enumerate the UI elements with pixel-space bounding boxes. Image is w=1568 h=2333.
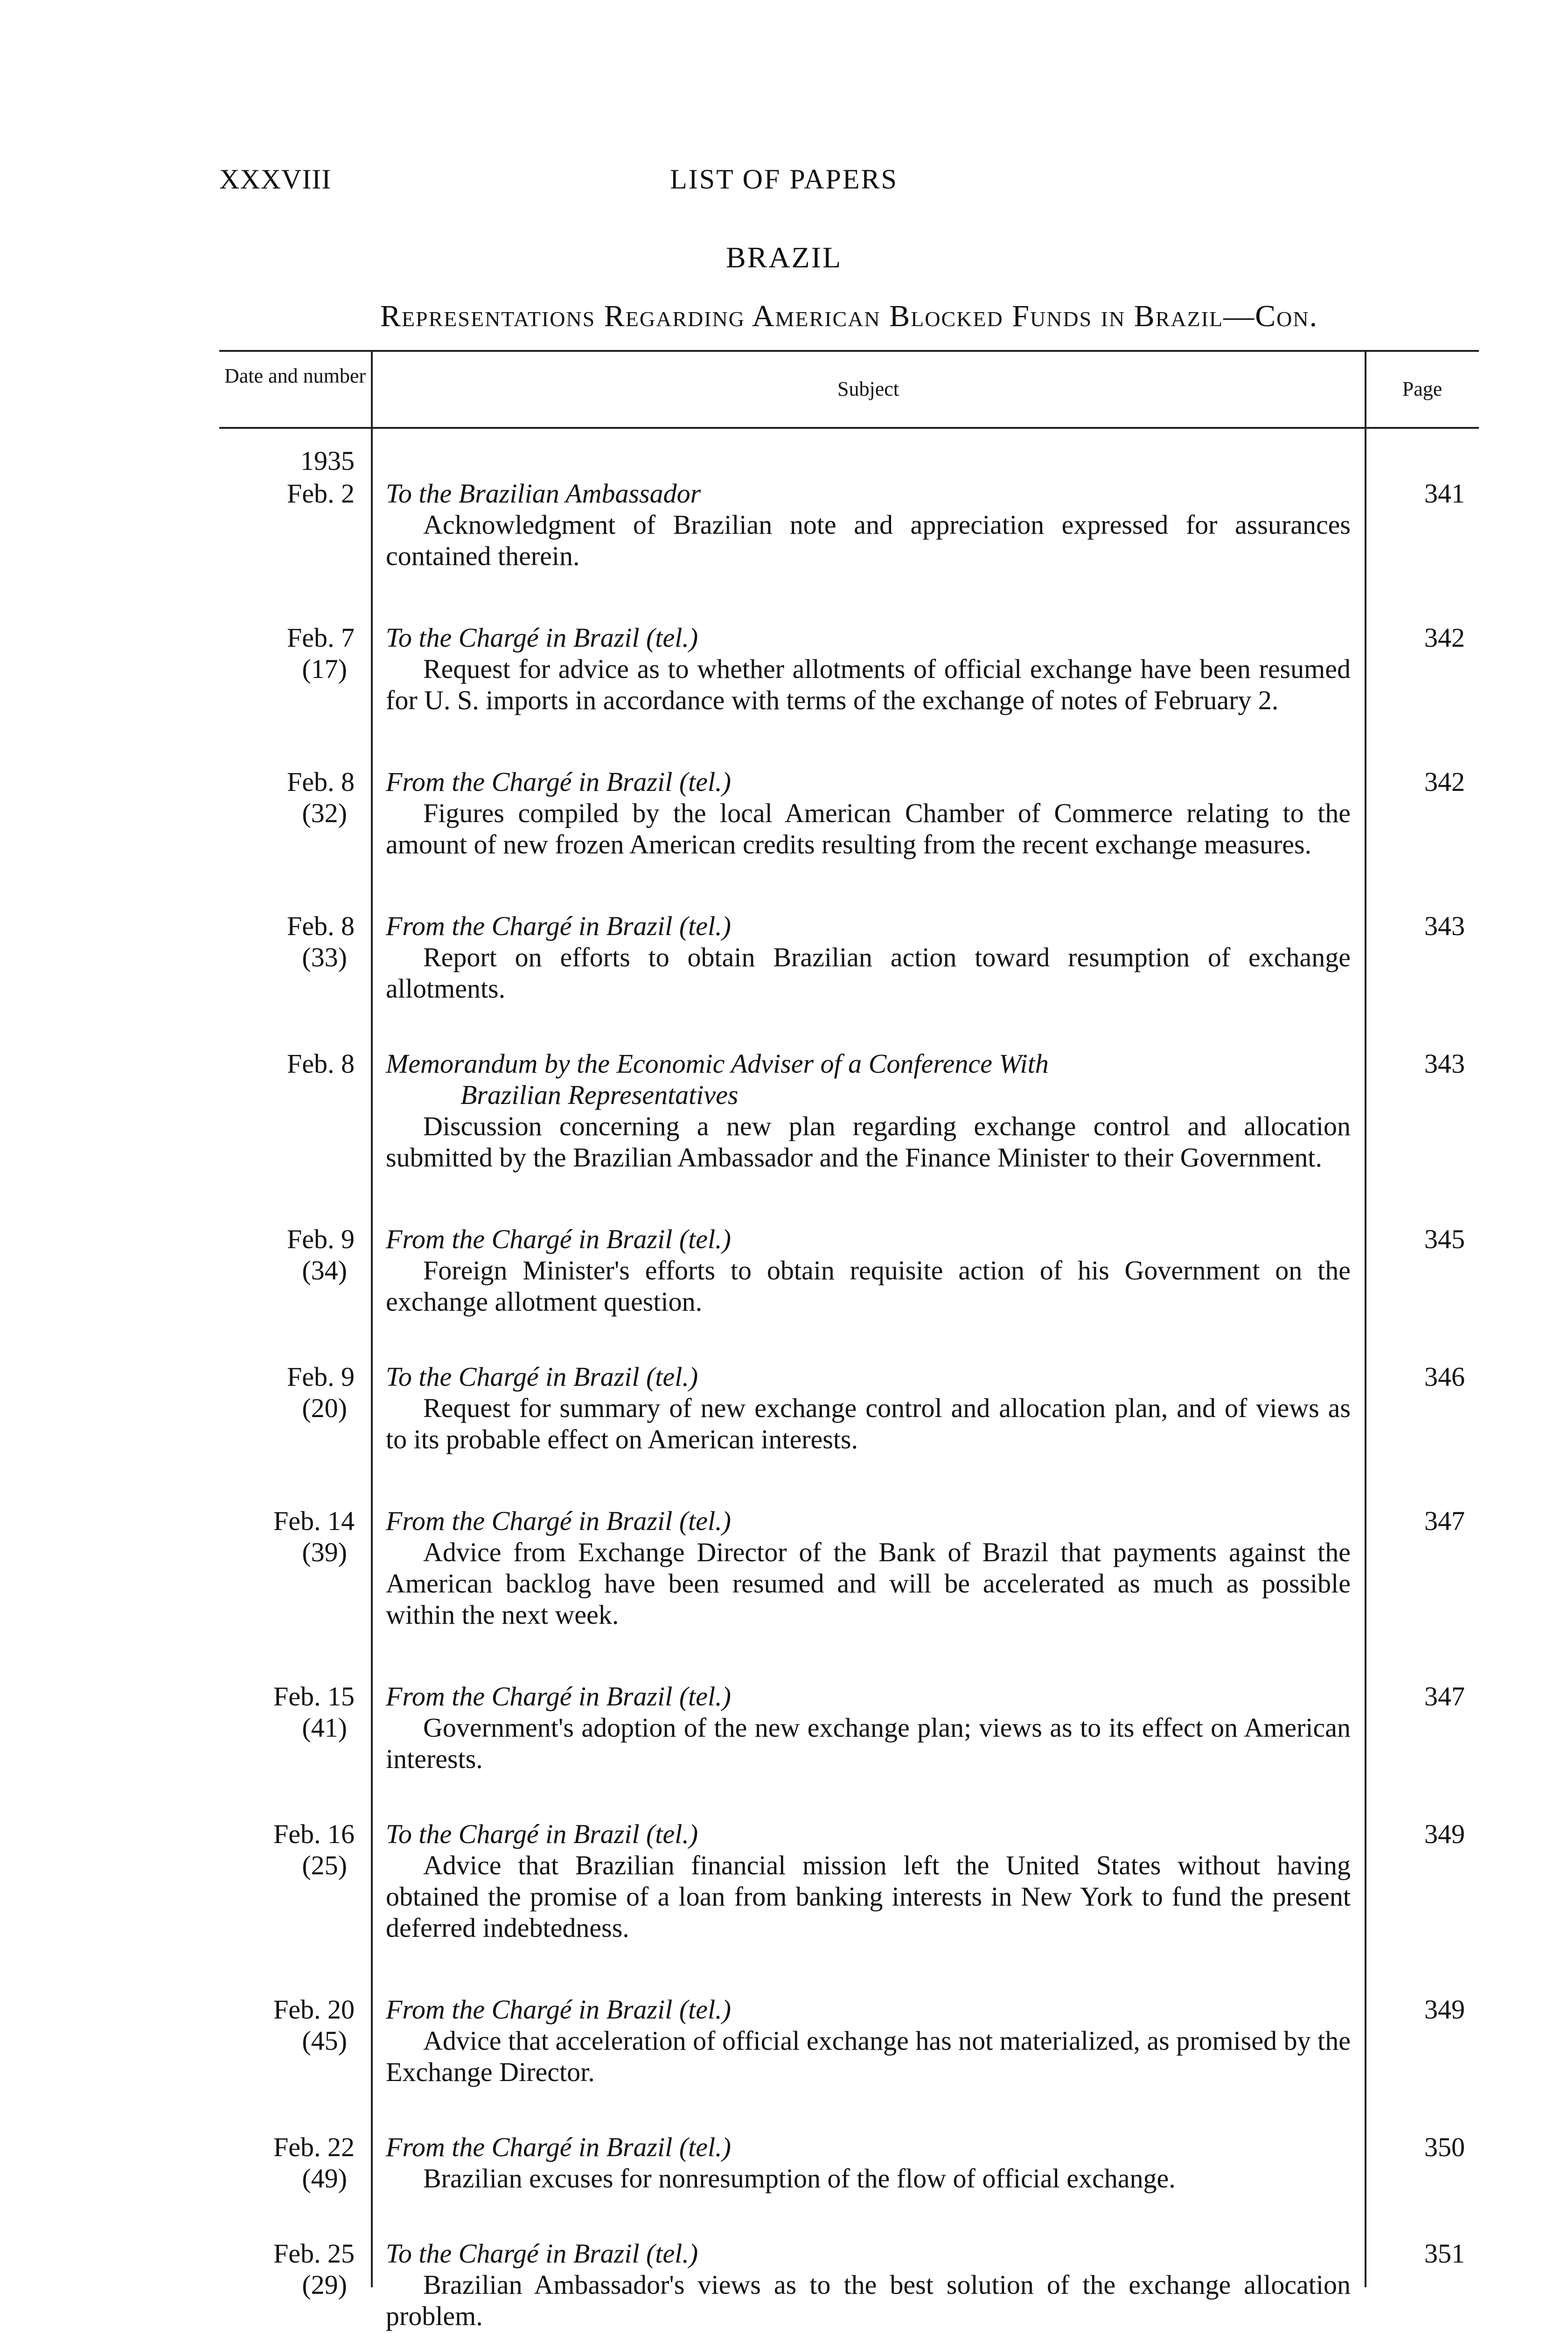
- entry-date: Feb. 8: [287, 1048, 355, 1079]
- entry-date: Feb. 20: [273, 1994, 355, 2025]
- entry-date: Feb. 7: [287, 622, 355, 653]
- table-row: [219, 622, 1479, 716]
- entry-date: Feb. 9: [287, 1362, 355, 1392]
- entry-page: 345: [1424, 1224, 1465, 1254]
- entry-date-cell: [219, 2238, 371, 2332]
- entry-date: Feb. 9: [287, 1224, 355, 1254]
- entry-date-cell: [219, 1994, 371, 2088]
- table-header-rule: [219, 427, 1479, 429]
- entry-date: Feb. 25: [273, 2238, 355, 2269]
- table-row: [219, 1505, 1479, 1630]
- entry-body: Request for summary of new exchange control and allocation plan, and of views as to its probable effect on American interests.: [386, 1393, 1351, 1454]
- entry-date-cell: [219, 910, 371, 1004]
- entry-page: 341: [1424, 478, 1465, 509]
- entry-page: 349: [1424, 1994, 1465, 2025]
- entry-page: 346: [1424, 1362, 1465, 1392]
- entry-heading: To the Chargé in Brazil (tel.): [386, 2238, 698, 2269]
- entry-date: Feb. 8: [287, 767, 355, 797]
- entry-date: Feb. 2: [287, 478, 355, 509]
- entry-date-cell: [219, 1223, 371, 1317]
- table-row: [219, 1681, 1479, 1774]
- entry-subject-cell: [371, 2238, 1351, 2332]
- entry-number: (33): [302, 942, 347, 972]
- entry-heading: From the Chargé in Brazil (tel.): [386, 1224, 731, 1254]
- section-title: Representations Regarding American Blocked Funds in Brazil—Con.: [380, 299, 1318, 333]
- entry-date-cell: [219, 1048, 371, 1173]
- table-row: [219, 766, 1479, 860]
- table-row: [219, 2131, 1479, 2194]
- entry-subject-cell: [371, 1994, 1351, 2088]
- entry-body: Request for advice as to whether allotments of official exchange have been resumed for U. S. imports in accordance with terms of the exchange of notes of February 2.: [386, 654, 1351, 715]
- table-row: [219, 1048, 1479, 1173]
- entry-subject-cell: [371, 1818, 1351, 1943]
- entry-number: (17): [302, 654, 347, 684]
- column-header-subject: Subject: [837, 377, 899, 400]
- entry-number: (41): [302, 1712, 347, 1743]
- entry-subject-cell: [371, 1223, 1351, 1317]
- entry-number: (29): [302, 2270, 347, 2300]
- entry-body: Discussion concerning a new plan regarding exchange control and allocation submitted by the Brazilian Ambassador and the Finance Minister to their Government.: [386, 1111, 1351, 1173]
- entry-body: Acknowledgment of Brazilian note and appreciation expressed for assurances contained therein.: [386, 510, 1351, 571]
- entry-number: (25): [302, 1850, 347, 1880]
- entry-body: Government's adoption of the new exchange plan; views as to its effect on American interests.: [386, 1712, 1351, 1774]
- entry-subject-cell: [371, 1681, 1351, 1774]
- entry-heading: From the Chargé in Brazil (tel.): [386, 2132, 731, 2162]
- entry-page: 349: [1424, 1819, 1465, 1849]
- entry-subject-cell: [371, 2131, 1351, 2194]
- entry-date-cell: [219, 1361, 371, 1455]
- entry-number: (39): [302, 1537, 347, 1567]
- entry-heading-continued: Brazilian Representatives: [460, 1080, 739, 1110]
- entry-number: (49): [302, 2163, 347, 2193]
- entry-date: Feb. 22: [273, 2132, 355, 2162]
- entry-date: Feb. 14: [273, 1506, 355, 1536]
- entry-subject-cell: [371, 1361, 1351, 1455]
- entry-subject-cell: [371, 1048, 1351, 1173]
- entry-body: Advice that acceleration of official exchange has not materialized, as promised by the Exchange Director.: [386, 2026, 1351, 2087]
- entry-subject-cell: [371, 766, 1351, 860]
- entry-heading: To the Chargé in Brazil (tel.): [386, 1362, 698, 1392]
- entry-date: Feb. 16: [273, 1819, 355, 1849]
- entry-body: Brazilian Ambassador's views as to the best solution of the exchange allocation problem.: [386, 2270, 1351, 2331]
- entry-subject-cell: [371, 910, 1351, 1004]
- running-head: LIST OF PAPERS: [670, 164, 898, 195]
- entry-heading: From the Chargé in Brazil (tel.): [386, 1994, 731, 2025]
- entry-date: Feb. 8: [287, 911, 355, 941]
- column-header-page: Page: [1402, 377, 1443, 400]
- table-row: [219, 1994, 1479, 2088]
- entry-heading: Memorandum by the Economic Adviser of a Conference With: [386, 1048, 1049, 1079]
- entry-date-cell: [219, 766, 371, 860]
- country-heading: BRAZIL: [725, 241, 843, 274]
- entry-body: Report on efforts to obtain Brazilian action toward resumption of exchange allotments.: [386, 942, 1351, 1004]
- entry-page: 342: [1424, 622, 1465, 653]
- entry-page: 347: [1424, 1506, 1465, 1536]
- entry-subject-cell: [371, 478, 1351, 572]
- entry-body: Brazilian excuses for nonresumption of the flow of official exchange.: [423, 2163, 1176, 2193]
- entry-page: 350: [1424, 2132, 1465, 2162]
- table-row: [219, 1223, 1479, 1317]
- entries-list: [219, 478, 1479, 2333]
- entry-date-cell: [219, 478, 371, 572]
- entry-page: 343: [1424, 1048, 1465, 1079]
- table-row: [219, 478, 1479, 572]
- entry-subject-cell: [371, 1505, 1351, 1630]
- entry-date-cell: [219, 622, 371, 716]
- entry-body: Foreign Minister's efforts to obtain requisite action of his Government on the exchange allotment question.: [386, 1255, 1351, 1317]
- entry-body: Figures compiled by the local American Chamber of Commerce relating to the amount of new frozen American credits resulting from the recent exchange measures.: [386, 798, 1351, 859]
- entry-number: (34): [302, 1255, 347, 1285]
- entry-body: Advice that Brazilian financial mission left the United States without having obtained the promise of a loan from banking interests in New York to fund the present deferred indebtedness.: [386, 1850, 1351, 1943]
- column-header-date: Date and number: [224, 364, 366, 387]
- entry-heading: From the Chargé in Brazil (tel.): [386, 1506, 731, 1536]
- entry-heading: From the Chargé in Brazil (tel.): [386, 767, 731, 797]
- entry-heading: From the Chargé in Brazil (tel.): [386, 911, 731, 941]
- table-top-rule: [219, 350, 1479, 352]
- page-folio: XXXVIII: [219, 164, 332, 195]
- table-row: [219, 2238, 1479, 2332]
- entry-heading: To the Chargé in Brazil (tel.): [386, 622, 698, 653]
- table-row: [219, 1361, 1479, 1455]
- entry-number: (32): [302, 798, 347, 828]
- year-label: 1935: [300, 446, 355, 476]
- table-row: [219, 910, 1479, 1004]
- entry-date-cell: [219, 2131, 371, 2194]
- entry-number: (45): [302, 2026, 347, 2056]
- table-row: [219, 1818, 1479, 1943]
- entry-date-cell: [219, 1818, 371, 1943]
- entry-body: Advice from Exchange Director of the Bank of Brazil that payments against the American backlog have been resumed and will be accelerated as much as possible within the next week.: [386, 1537, 1351, 1630]
- entry-page: 343: [1424, 911, 1465, 941]
- entry-heading: To the Brazilian Ambassador: [386, 478, 701, 509]
- entry-heading: To the Chargé in Brazil (tel.): [386, 1819, 698, 1849]
- entry-date-cell: [219, 1681, 371, 1774]
- entry-page: 347: [1424, 1681, 1465, 1711]
- entry-heading: From the Chargé in Brazil (tel.): [386, 1681, 731, 1711]
- entry-page: 351: [1424, 2238, 1465, 2269]
- entry-page: 342: [1424, 767, 1465, 797]
- entry-subject-cell: [371, 622, 1351, 716]
- entry-date: Feb. 15: [273, 1681, 355, 1711]
- entry-number: (20): [302, 1393, 347, 1423]
- entry-date-cell: [219, 1505, 371, 1630]
